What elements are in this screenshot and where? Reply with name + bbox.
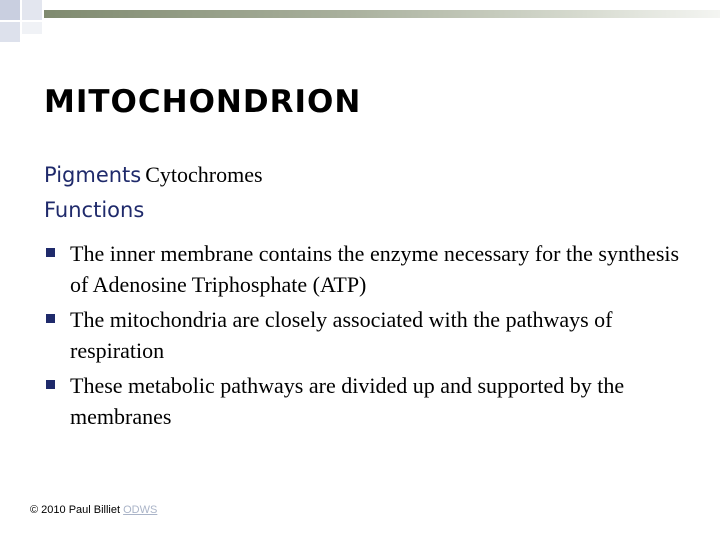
slide-title: MITOCHONDRION bbox=[44, 84, 362, 120]
list-item bbox=[44, 304, 684, 366]
copyright-text: © 2010 Paul Billiet bbox=[30, 504, 121, 516]
odws-link[interactable]: ODWS bbox=[123, 504, 158, 516]
bullet-text: The mitochondria are closely associated with the pathways of respiration bbox=[70, 307, 613, 363]
functions-line bbox=[44, 198, 144, 222]
footer bbox=[30, 504, 157, 516]
decorative-square bbox=[0, 0, 20, 20]
pigments-value: Cytochromes bbox=[145, 162, 263, 187]
square-bullet-icon bbox=[46, 248, 55, 257]
decorative-square bbox=[0, 22, 20, 42]
square-bullet-icon bbox=[46, 314, 55, 323]
pigments-label: Pigments bbox=[44, 163, 142, 187]
square-bullet-icon bbox=[46, 380, 55, 389]
decorative-square bbox=[22, 22, 42, 34]
pigments-line bbox=[44, 162, 263, 188]
bullet-text: The inner membrane contains the enzyme necessary for the synthesis of Adenosine Triphosphate (ATP) bbox=[70, 241, 680, 297]
bullet-text: These metabolic pathways are divided up and supported by the membranes bbox=[70, 373, 625, 429]
list-item bbox=[44, 238, 684, 300]
decorative-header-bar bbox=[44, 10, 720, 18]
decorative-square bbox=[22, 0, 42, 20]
functions-label: Functions bbox=[44, 198, 145, 222]
list-item bbox=[44, 370, 684, 432]
functions-bullet-list bbox=[44, 238, 684, 436]
